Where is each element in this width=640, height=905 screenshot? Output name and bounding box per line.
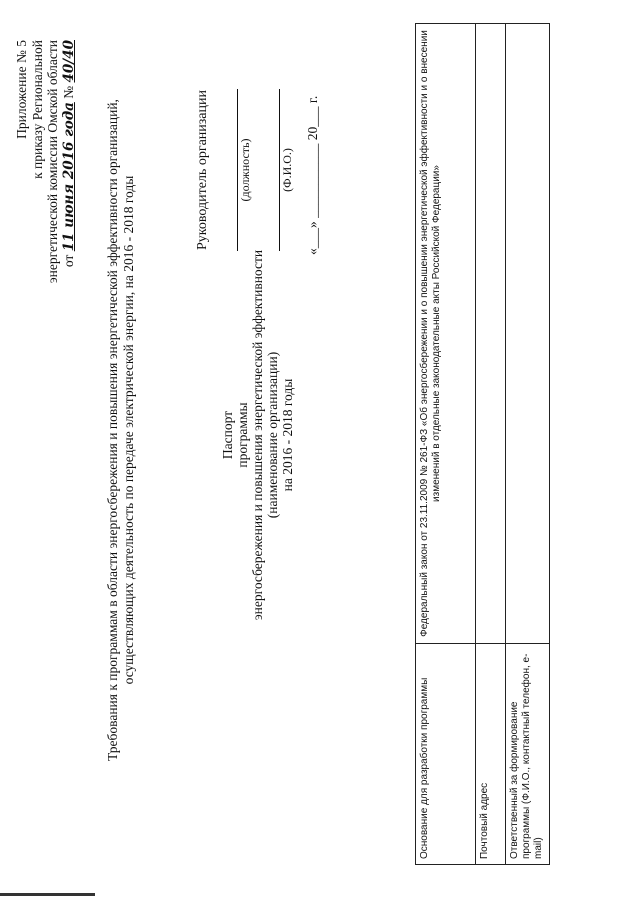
passport-subtitle: программы — [235, 402, 250, 468]
passport-topic: энергосбережения и повышения энергетической эффективности — [250, 249, 265, 621]
appendix-date-line: от 11 июня 2016 года № 40/40 — [60, 40, 77, 268]
appendix-order-ref: к приказу Региональной — [29, 40, 45, 179]
table-row — [506, 24, 550, 865]
row-label: Почтовый адрес — [476, 644, 506, 865]
requirements-title: Требования к программам в области энергосбережения и повышения энергетической эффективности организаций, осуществляющих деятельность по передаче электрической энергии, на 2016 - 2018 годы — [105, 99, 136, 761]
appendix-commission: энергетической комиссии Омской области — [45, 40, 60, 284]
head-title: Руководитель организации — [195, 90, 210, 250]
table-row — [476, 24, 506, 865]
name-caption: (Ф.И.О.) — [280, 148, 294, 192]
table-row — [416, 24, 476, 865]
appendix-number: Приложение № 5 — [14, 40, 29, 139]
row-value — [506, 24, 550, 644]
appendix-header — [14, 40, 77, 283]
row-value — [476, 24, 506, 644]
position-caption: (должность) — [238, 138, 252, 202]
passport-table — [415, 23, 550, 865]
row-label: Основание для разработки программы — [416, 644, 476, 865]
passport-period: на 2016 - 2018 годы — [280, 378, 295, 492]
passport-org-caption: (наименование организации) — [265, 351, 280, 519]
row-value: Федеральный закон от 23.11.2009 № 261-ФЗ «Об энергосбережении и о повышении энергетической эффективности и о внесении изменений в отдельные законодательные акты Российской Федерации» — [416, 24, 476, 644]
approval-date-line: «___» ___________ 20___ г. — [305, 95, 320, 255]
passport-title: Паспорт — [220, 410, 235, 460]
passport-heading — [220, 225, 295, 645]
handwritten-number: 40/40 — [60, 40, 77, 83]
row-label: Ответственный за формирование программы (Ф.И.О., контактный телефон, e-mail) — [506, 644, 550, 865]
handwritten-date: 11 июня 2016 года — [60, 102, 77, 252]
